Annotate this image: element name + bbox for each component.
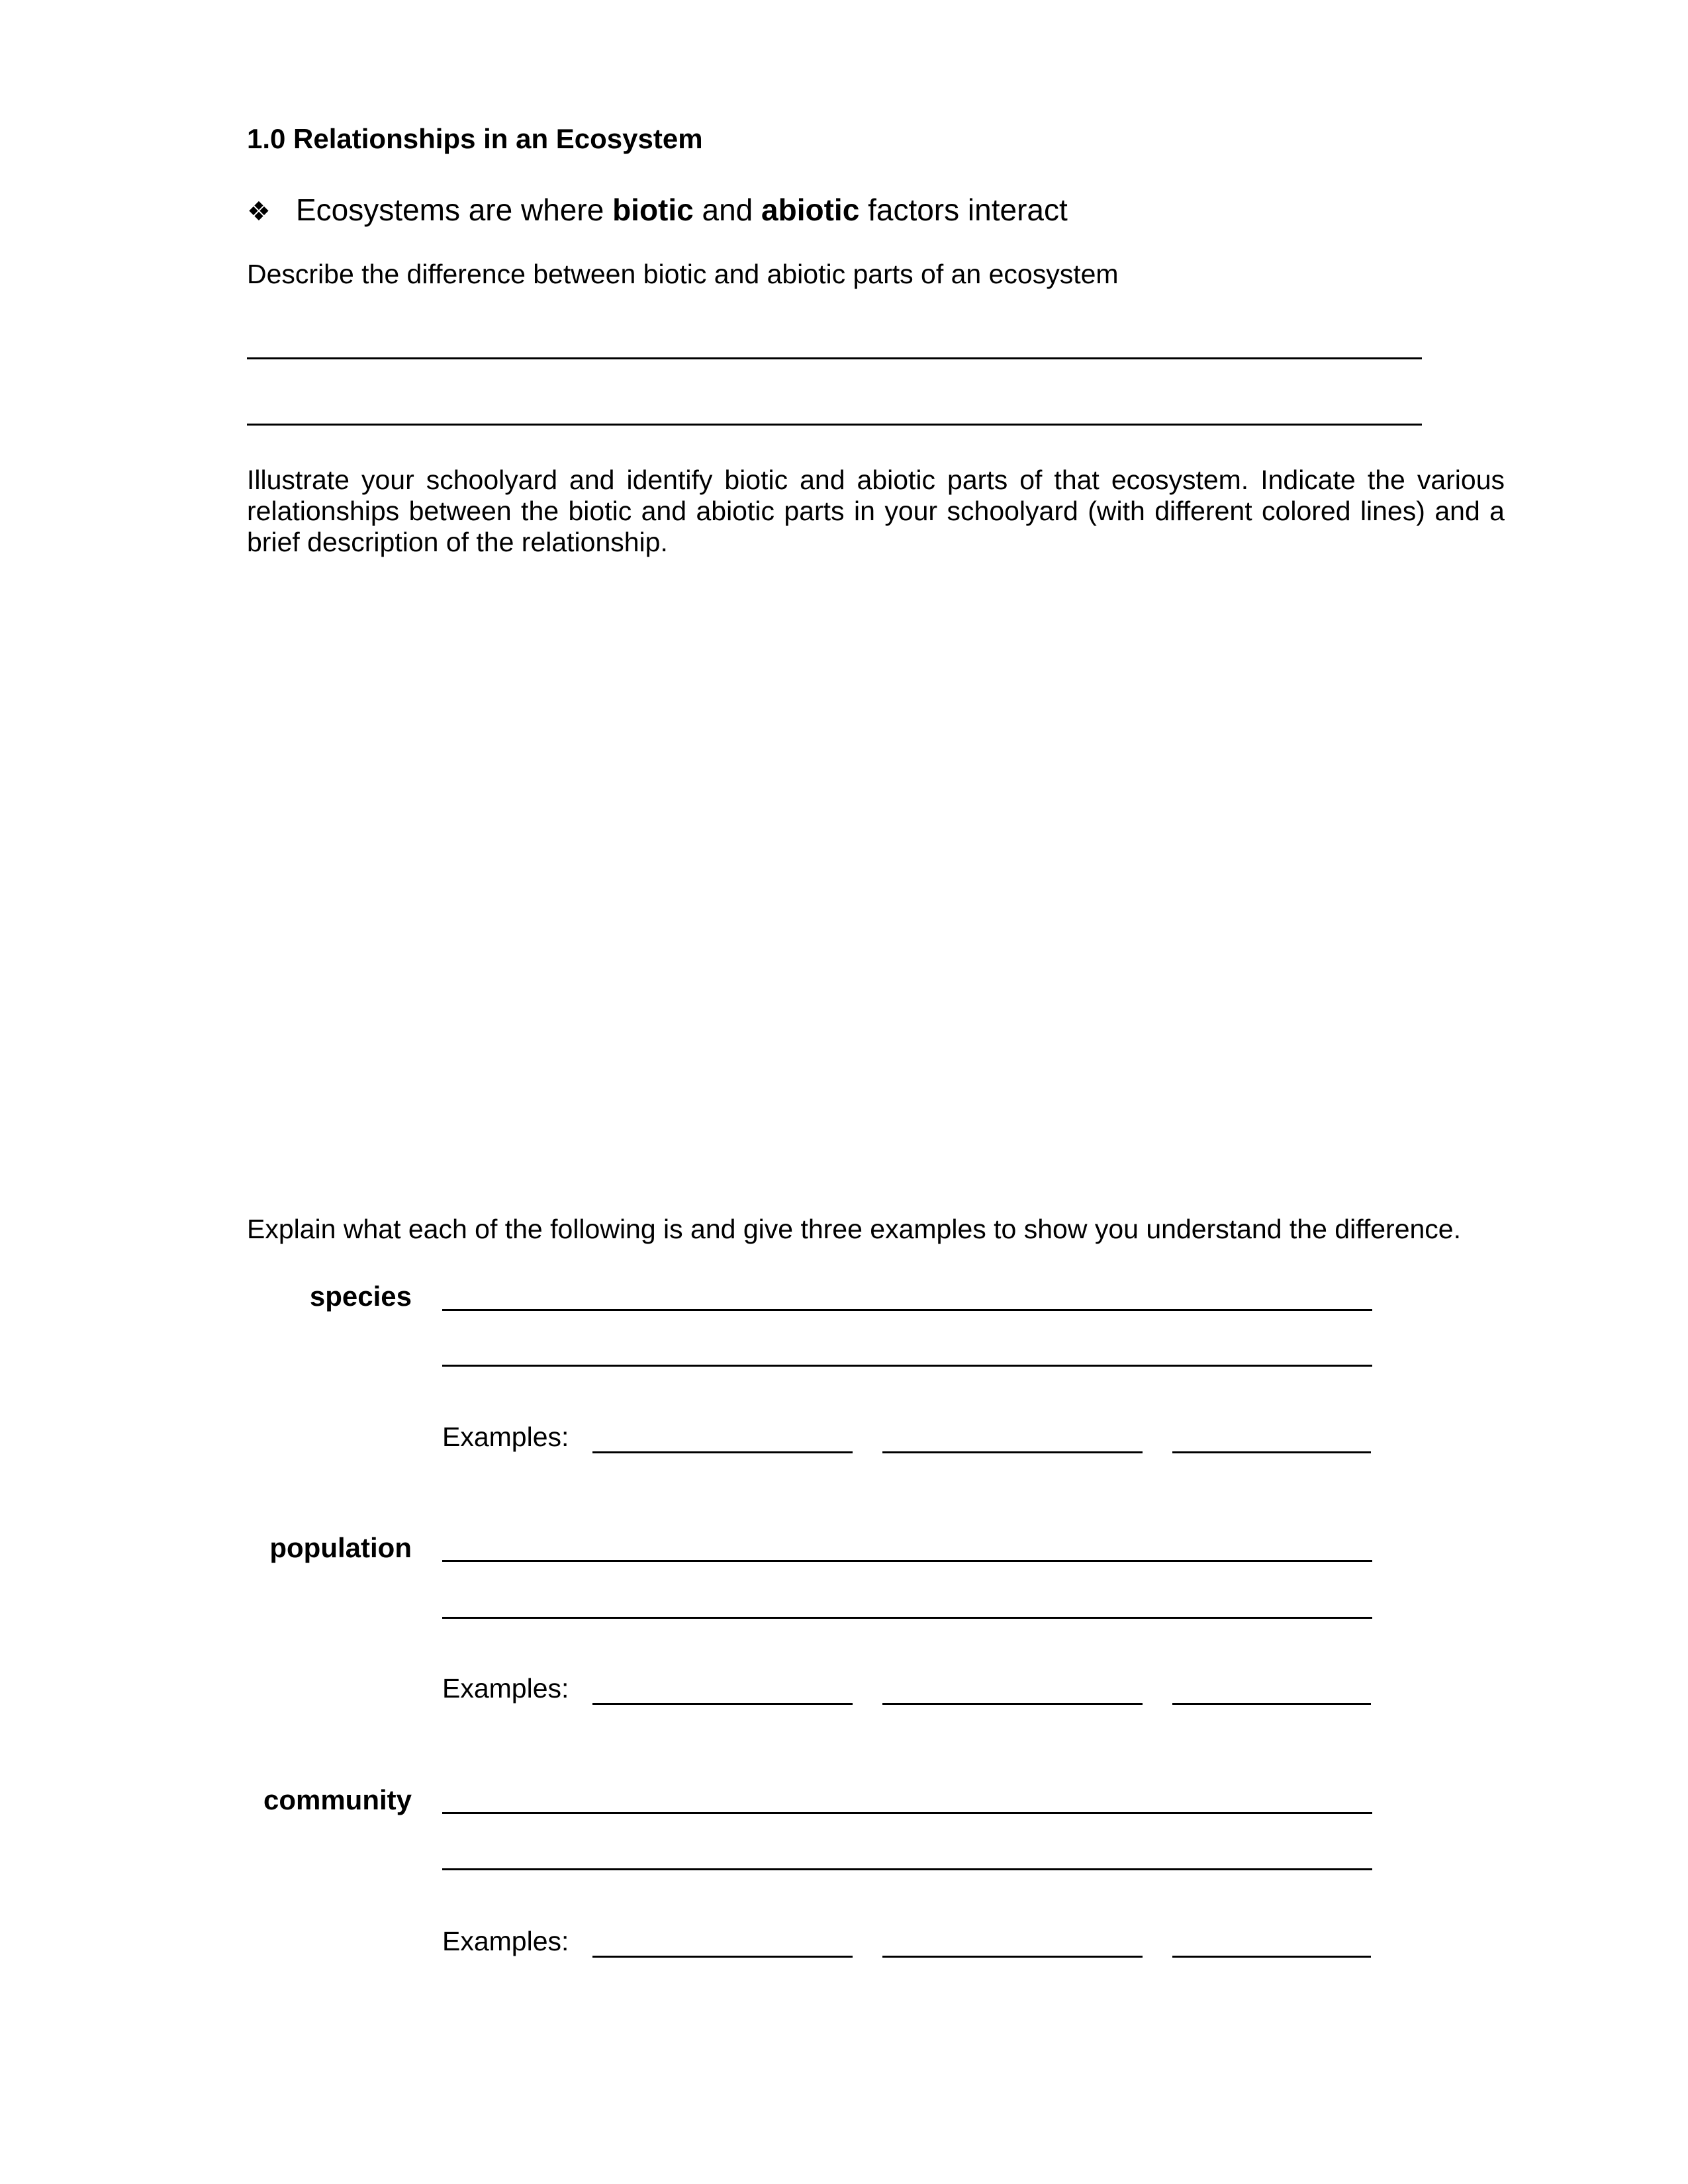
- term-population: population: [269, 1532, 412, 1563]
- bullet-statement: [247, 192, 1068, 228]
- population-definition-line-1[interactable]: [442, 1560, 1372, 1562]
- bullet-text-biotic: biotic: [612, 193, 694, 227]
- community-definition-line-1[interactable]: [442, 1812, 1372, 1814]
- community-examples-label: Examples:: [442, 1926, 569, 1956]
- question-illustrate-schoolyard: Illustrate your schoolyard and identify biotic and abiotic parts of that ecosystem. Indicate the various relationships between the biotic and abiotic parts in your schoolyard (with different colored lines) and a brief description of the relationship.: [247, 465, 1505, 557]
- community-example-line-1[interactable]: [592, 1956, 853, 1958]
- question-describe-difference: Describe the difference between biotic and abiotic parts of an ecosystem: [247, 259, 1119, 289]
- drawing-area[interactable]: [247, 596, 1505, 1191]
- bullet-text-pre: Ecosystems are where: [296, 193, 613, 227]
- species-example-line-1[interactable]: [592, 1451, 853, 1453]
- question-explain-terms: Explain what each of the following is and give three examples to show you understand the difference.: [247, 1214, 1461, 1244]
- population-definition-line-2[interactable]: [442, 1617, 1372, 1619]
- population-example-line-2[interactable]: [882, 1703, 1143, 1705]
- bullet-text-mid: and: [693, 193, 762, 227]
- term-community: community: [263, 1784, 412, 1815]
- community-definition-line-2[interactable]: [442, 1868, 1372, 1870]
- population-example-line-1[interactable]: [592, 1703, 853, 1705]
- community-example-line-3[interactable]: [1172, 1956, 1371, 1958]
- bullet-text-abiotic: abiotic: [761, 193, 860, 227]
- species-definition-line-1[interactable]: [442, 1309, 1372, 1311]
- term-species: species: [309, 1281, 412, 1312]
- species-examples-label: Examples:: [442, 1422, 569, 1452]
- answer-line-1[interactable]: [247, 357, 1422, 359]
- answer-line-2[interactable]: [247, 424, 1422, 426]
- community-example-line-2[interactable]: [882, 1956, 1143, 1958]
- population-examples-label: Examples:: [442, 1673, 569, 1704]
- page-title: 1.0 Relationships in an Ecosystem: [247, 123, 703, 154]
- diamond-bullet-icon: ❖: [247, 197, 271, 226]
- species-example-line-2[interactable]: [882, 1451, 1143, 1453]
- species-definition-line-2[interactable]: [442, 1365, 1372, 1367]
- species-example-line-3[interactable]: [1172, 1451, 1371, 1453]
- bullet-text-post: factors interact: [859, 193, 1068, 227]
- population-example-line-3[interactable]: [1172, 1703, 1371, 1705]
